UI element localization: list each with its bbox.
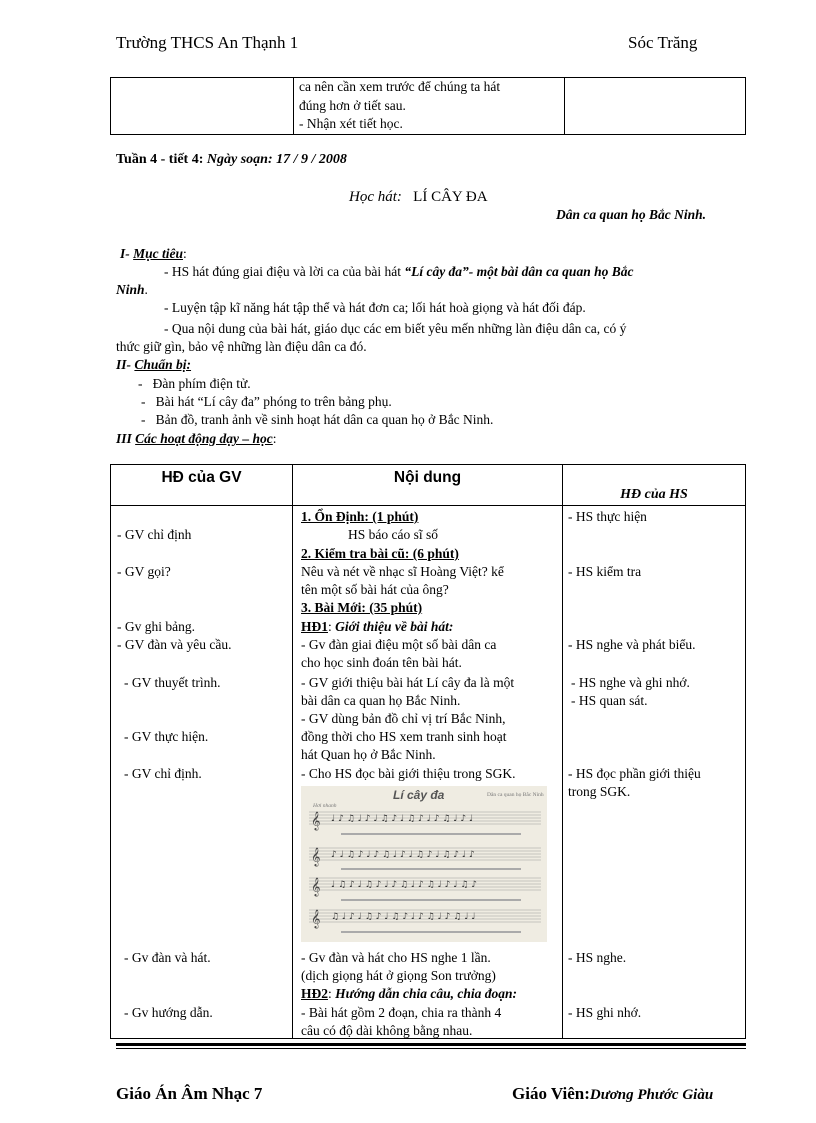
content-heading-2: 2. Kiểm tra bài cũ: (6 phút) (301, 546, 459, 561)
objective-1-period: . (144, 282, 148, 297)
score-origin: Dân ca quan họ Bắc Ninh (487, 792, 544, 798)
music-staves (301, 786, 547, 942)
activity-table (110, 464, 746, 1039)
svg-text:𝄞: 𝄞 (311, 877, 321, 896)
section-1-colon: : (183, 246, 187, 261)
prep-item: - Bản đồ, tranh ảnh về sinh hoạt hát dân ca quan họ ở Bắc Ninh. (141, 412, 494, 427)
gv-line: - GV chỉ định. (124, 766, 202, 781)
province-name: Sóc Trăng (628, 33, 698, 52)
score-title: Lí cây đa (393, 788, 445, 802)
content-line: bài dân ca quan họ Bắc Ninh. (301, 693, 461, 708)
content-heading-1: 1. Ổn Định: (1 phút) (301, 509, 419, 524)
content-line: cho học sinh đoán tên bài hát. (301, 655, 462, 670)
content-line: - Gv đàn và hát cho HS nghe 1 lần. (301, 950, 491, 965)
hd1-code: HĐ1 (301, 619, 328, 634)
top-table (110, 77, 746, 135)
top-table-cell-content (294, 78, 565, 135)
content-line: - Cho HS đọc bài giới thiệu trong SGK. (301, 766, 516, 781)
hd2-title: Hướng dẫn chia câu, chia đoạn: (335, 986, 517, 1001)
content-line: - Bài hát gồm 2 đoạn, chia ra thành 4 (301, 1005, 502, 1020)
hs-line: - HS thực hiện (568, 509, 647, 524)
top-line: - Nhận xét tiết học. (299, 116, 403, 131)
gv-line: - GV thuyết trình. (124, 675, 221, 690)
gv-line: - GV chỉ định (117, 527, 192, 542)
sheet-music-image (301, 786, 547, 942)
objective-1-song: “Lí cây đa”- một bài dân ca quan họ Bắc (404, 264, 634, 279)
svg-text:♩ ♫ ♪ ♩ ♫ ♪ ♩ ♪ ♫ ♩ ♪ ♫ ♩ ♪ ♩: ♩ ♫ ♪ ♩ ♫ ♪ ♩ ♪ ♫ ♩ ♪ ♫ ♩ ♪ ♩ ♫ ♪ (331, 880, 478, 890)
svg-text:♫ ♩ ♪ ♩ ♫ ♪ ♩ ♫ ♪ ♩ ♪ ♫ ♩ ♪ ♫: ♫ ♩ ♪ ♩ ♫ ♪ ♩ ♫ ♪ ♩ ♪ ♫ ♩ ♪ ♫ ♩ ♩ (331, 912, 476, 922)
hs-column (563, 506, 746, 1039)
gv-line: - GV thực hiện. (124, 729, 209, 744)
title-prefix: Học hát: (349, 189, 402, 205)
gv-line: - Gv đàn và hát. (124, 950, 211, 965)
content-line: tên một số bài hát của ông? (301, 582, 449, 597)
score-tempo: Hơi nhanh (313, 803, 337, 809)
footer-teacher (512, 1084, 713, 1104)
song-origin: Dân ca quan họ Bắc Ninh. (556, 207, 707, 222)
teacher-signature: Dương Phước Giàu (589, 1087, 714, 1103)
content-column (293, 506, 563, 1039)
objective-1-cont (116, 281, 148, 299)
content-line: Nêu và nét về nhạc sĩ Hoàng Việt? kể (301, 564, 504, 579)
hd1-line: HĐ1: Giới thiệu về bài hát: (301, 619, 454, 634)
hs-line: trong SGK. (568, 784, 631, 799)
hs-line: - HS đọc phần giới thiệu (568, 766, 701, 781)
week-label: Tuần 4 - tiết 4: (116, 152, 204, 167)
hs-line: - HS quan sát. (571, 693, 648, 708)
lesson-title (349, 189, 488, 206)
top-line: đúng hơn ở tiết sau. (299, 97, 406, 113)
section-3-heading (116, 430, 277, 448)
teacher-label: Giáo Viên: (512, 1084, 590, 1103)
hd1-title: Giới thiệu về bài hát: (335, 619, 454, 634)
head-content-label: Nội dung (393, 469, 462, 486)
objective-1 (164, 263, 633, 281)
top-table-cell-gv (111, 78, 294, 135)
content-line: câu có độ dài không bằng nhau. (301, 1023, 473, 1038)
section-3-title: Các hoạt động dạy – học (135, 431, 273, 446)
col-head-gv (111, 465, 293, 506)
content-line: - Gv đàn giai điệu một số bài dân ca (301, 637, 497, 652)
week-line (116, 152, 347, 168)
hs-line: - HS nghe và phát biểu. (568, 637, 696, 652)
gv-line: - GV gọi? (117, 564, 171, 579)
content-line: đồng thời cho HS xem tranh sinh hoạt (301, 729, 507, 744)
svg-text:𝄞: 𝄞 (311, 909, 321, 928)
content-line: hát Quan họ ở Bắc Ninh. (301, 747, 436, 762)
hs-line: - HS nghe. (568, 950, 627, 965)
content-line: HS báo cáo sĩ số (348, 527, 438, 542)
objective-1-text: - HS hát đúng giai điệu và lời ca của bài hát (164, 264, 401, 279)
gv-line: - GV đàn và yêu cầu. (117, 637, 232, 652)
svg-text:♪ ♩ ♫ ♪ ♩ ♪ ♫ ♩ ♪ ♩ ♫ ♪ ♩ ♫ ♪: ♪ ♩ ♫ ♪ ♩ ♪ ♫ ♩ ♪ ♩ ♫ ♪ ♩ ♫ ♪ ♩ ♪ (331, 850, 475, 860)
footer-rule-thick (116, 1043, 746, 1046)
content-heading-3: 3. Bài Mới: (35 phút) (301, 600, 423, 615)
col-head-content (293, 465, 563, 506)
top-line: ca nên cần xem trước để chúng ta hát (299, 79, 501, 94)
head-gv-label: HĐ của GV (161, 469, 242, 486)
gv-line: - Gv hướng dẫn. (124, 1005, 213, 1020)
date-label: Ngày soạn: 17 / 9 / 2008 (206, 152, 347, 167)
hd2-code: HĐ2 (301, 986, 328, 1001)
school-name: Trường THCS An Thạnh 1 (116, 33, 299, 52)
hs-line: - HS nghe và ghi nhớ. (571, 675, 690, 690)
section-1-title: Mục tiêu (133, 246, 184, 261)
section-2-title: Chuẩn bị: (134, 357, 192, 372)
hs-line: - HS ghi nhớ. (568, 1005, 642, 1020)
prep-item: - Bài hát “Lí cây đa” phóng to trên bảng phụ. (141, 394, 392, 409)
objective-3: - Qua nội dung của bài hát, giáo dục các em biết yêu mến những làn điệu dân ca, có ý (164, 321, 627, 336)
content-line: - GV giới thiệu bài hát Lí cây đa là một (301, 675, 515, 690)
prep-item: - Đàn phím điện tử. (138, 376, 251, 391)
head-hs-label: HĐ của HS (620, 487, 688, 502)
title-text: LÍ CÂY ĐA (413, 189, 488, 205)
gv-line: - Gv ghi bảng. (117, 619, 195, 634)
objective-1-ninh: Ninh (116, 282, 145, 297)
section-1-number: I- (120, 246, 130, 261)
svg-text:𝄞: 𝄞 (311, 847, 321, 866)
col-head-hs (563, 465, 746, 506)
objective-3-cont: thức giữ gìn, bảo vệ những làn điệu dân ca đó. (116, 339, 367, 354)
section-3-colon: : (272, 431, 277, 446)
section-1-heading (120, 245, 187, 263)
gv-column (111, 506, 293, 1039)
svg-text:♩ ♪ ♫ ♩ ♪ ♩ ♫ ♪ ♩ ♫ ♪ ♩ ♪ ♫ ♩: ♩ ♪ ♫ ♩ ♪ ♩ ♫ ♪ ♩ ♫ ♪ ♩ ♪ ♫ ♩ ♪ ♩ (331, 814, 474, 824)
svg-text:𝄞: 𝄞 (311, 811, 321, 830)
section-3-number: III (116, 431, 132, 446)
hs-line: - HS kiểm tra (568, 564, 642, 579)
footer-title: Giáo Án Âm Nhạc 7 (116, 1084, 263, 1103)
hd2-line: HĐ2: Hướng dẫn chia câu, chia đoạn: (301, 986, 517, 1001)
content-line: (dịch giọng hát ở giọng Son trưởng) (301, 968, 496, 983)
section-2-heading (116, 356, 191, 374)
objective-2: - Luyện tập kĩ năng hát tập thể và hát đơn ca; lối hát hoà giọng và hát đối đáp. (164, 300, 586, 315)
section-2-number: II- (116, 357, 132, 372)
top-table-cell-hs (565, 78, 746, 135)
footer-rule-thin (116, 1048, 746, 1049)
content-line: - GV dùng bản đồ chỉ vị trí Bắc Ninh, (301, 711, 506, 726)
